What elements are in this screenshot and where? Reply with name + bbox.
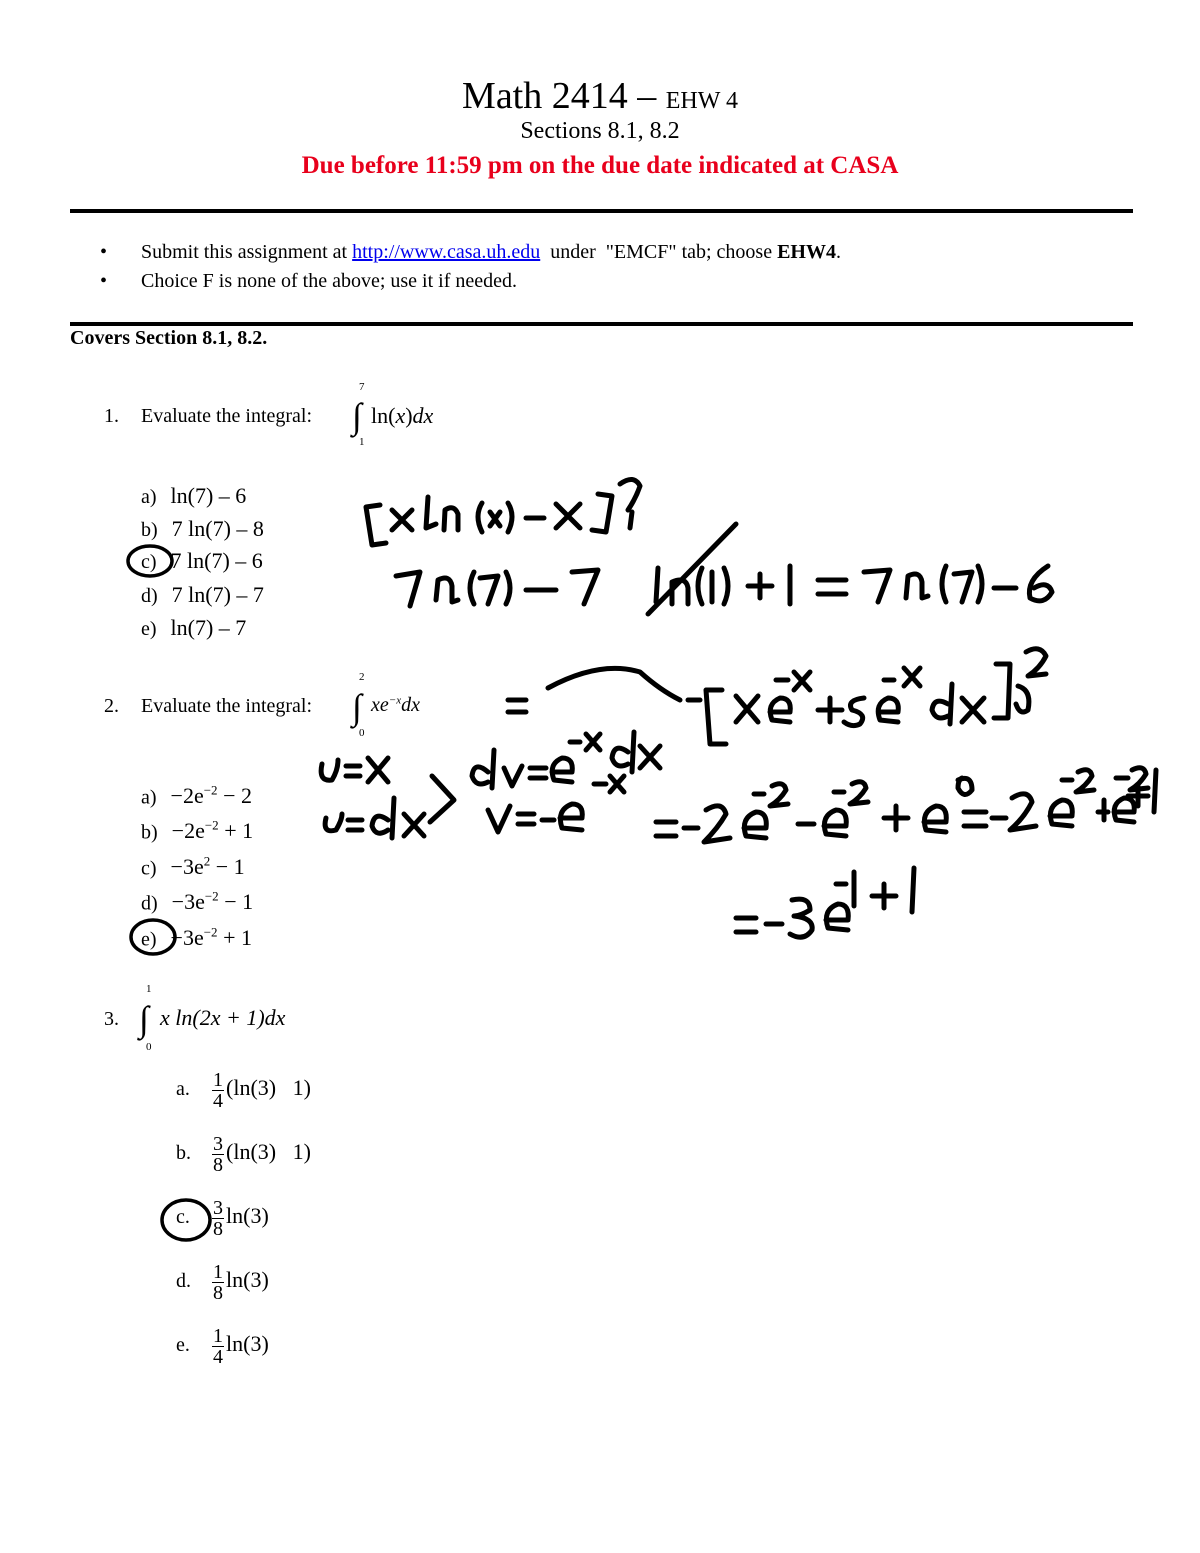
option-tail: + 1 bbox=[218, 818, 254, 844]
q1-ln: ln( bbox=[371, 403, 396, 428]
instruction-text: under "EMCF" tab; choose bbox=[540, 241, 778, 263]
q2-prompt: Evaluate the integral: bbox=[141, 695, 313, 717]
q3-selection-circle bbox=[162, 1200, 210, 1240]
option-exponent: 2 bbox=[203, 854, 211, 869]
instruction-item-choice-f: • Choice F is none of the above; use it if needed. bbox=[100, 267, 841, 296]
q1-handwritten-work bbox=[366, 479, 1052, 614]
q2-selection-circle bbox=[131, 920, 175, 954]
option-base: −3e bbox=[170, 925, 204, 951]
option-label: c) bbox=[141, 551, 157, 573]
option-text: (ln(3) 1) bbox=[226, 1139, 311, 1165]
option-label: d) bbox=[141, 585, 158, 607]
q3-upper-limit: 1 bbox=[146, 983, 152, 995]
fraction-denominator: 8 bbox=[213, 1154, 223, 1176]
title-sub: EHW 4 bbox=[665, 88, 738, 114]
q1-number: 1. bbox=[104, 405, 119, 427]
option-text: ln(7) – 6 bbox=[170, 483, 247, 508]
option-tail: − 1 bbox=[218, 889, 254, 915]
option-label: e. bbox=[176, 1334, 190, 1357]
option-label: e) bbox=[141, 618, 157, 640]
instruction-text: Submit this assignment at bbox=[141, 241, 353, 263]
title-dash: – bbox=[637, 75, 657, 117]
option-label: e) bbox=[141, 928, 157, 951]
option-label: a) bbox=[141, 786, 157, 809]
due-notice: Due before 11:59 pm on the due date indicated at CASA bbox=[301, 152, 899, 179]
fraction-denominator: 8 bbox=[213, 1282, 223, 1304]
q3-number: 3. bbox=[104, 1008, 119, 1030]
instruction-text: . bbox=[836, 241, 841, 263]
option-exponent: −2 bbox=[204, 818, 219, 833]
q1-selection-circle bbox=[128, 546, 172, 576]
option-label: b) bbox=[141, 821, 158, 844]
option-text: ln(3) bbox=[226, 1267, 269, 1293]
assignment-code: EHW4 bbox=[777, 241, 836, 263]
option-text: ln(7) – 7 bbox=[170, 615, 247, 640]
q2-dx: dx bbox=[401, 694, 420, 716]
option-label: a) bbox=[141, 486, 157, 508]
option-base: −2e bbox=[170, 783, 204, 809]
fraction-numerator: 3 bbox=[213, 1133, 223, 1155]
option-text: 7 ln(7) – 7 bbox=[171, 582, 264, 607]
q1-paren: ) bbox=[405, 403, 413, 428]
q3-dx: dx bbox=[264, 1005, 286, 1030]
q2-upper-limit: 2 bbox=[359, 671, 365, 683]
option-base: −3e bbox=[171, 889, 205, 915]
q2-exponent: −x bbox=[388, 694, 402, 707]
option-exponent: −2 bbox=[203, 925, 218, 940]
option-base: −2e bbox=[171, 818, 205, 844]
fraction-numerator: 1 bbox=[213, 1069, 223, 1091]
fraction-numerator: 3 bbox=[213, 1197, 223, 1219]
q1-upper-limit: 7 bbox=[359, 381, 365, 393]
q2-number: 2. bbox=[104, 695, 119, 717]
sections-subtitle: Sections 8.1, 8.2 bbox=[520, 118, 680, 144]
q3-lower-limit: 0 bbox=[146, 1041, 152, 1053]
option-label: d. bbox=[176, 1270, 191, 1293]
q2-integral-sign: ∫ bbox=[352, 687, 362, 727]
option-tail: − 1 bbox=[210, 854, 245, 880]
fraction-numerator: 1 bbox=[213, 1325, 223, 1347]
option-base: −3e bbox=[170, 854, 204, 880]
option-text: ln(3) bbox=[226, 1203, 269, 1229]
q2-xe: xe bbox=[371, 694, 389, 716]
q1-lower-limit: 1 bbox=[359, 436, 365, 448]
option-tail: + 1 bbox=[217, 925, 252, 951]
q3-integral-sign: ∫ bbox=[139, 999, 149, 1039]
option-label: b. bbox=[176, 1142, 191, 1165]
q1-dx: dx bbox=[412, 403, 434, 428]
option-label: a. bbox=[176, 1078, 190, 1101]
q2-handwritten-work bbox=[321, 649, 1156, 937]
option-label: b) bbox=[141, 519, 158, 541]
q3-expression: x ln(2x + 1) bbox=[160, 1005, 265, 1030]
option-exponent: −2 bbox=[204, 889, 219, 904]
option-text: (ln(3) 1) bbox=[226, 1075, 311, 1101]
option-text: 7 ln(7) – 6 bbox=[170, 548, 263, 573]
title-main: Math 2414 bbox=[462, 75, 628, 117]
option-label: c. bbox=[176, 1206, 190, 1229]
q1-prompt: Evaluate the integral: bbox=[141, 405, 313, 427]
covers-heading: Covers Section 8.1, 8.2. bbox=[70, 327, 268, 349]
q1-integral-sign: ∫ bbox=[352, 396, 362, 436]
fraction-denominator: 8 bbox=[213, 1218, 223, 1240]
q1-var: x bbox=[395, 403, 406, 428]
q2-lower-limit: 0 bbox=[359, 727, 365, 739]
fraction-denominator: 4 bbox=[213, 1090, 223, 1112]
casa-link[interactable]: http://www.casa.uh.edu bbox=[352, 241, 541, 263]
option-text: ln(3) bbox=[226, 1331, 269, 1357]
option-label: c) bbox=[141, 857, 157, 880]
option-text: 7 ln(7) – 8 bbox=[171, 516, 264, 541]
option-exponent: −2 bbox=[203, 783, 218, 798]
option-label: d) bbox=[141, 892, 158, 915]
fraction-numerator: 1 bbox=[213, 1261, 223, 1283]
option-tail: − 2 bbox=[217, 783, 252, 809]
fraction-denominator: 4 bbox=[213, 1346, 223, 1368]
